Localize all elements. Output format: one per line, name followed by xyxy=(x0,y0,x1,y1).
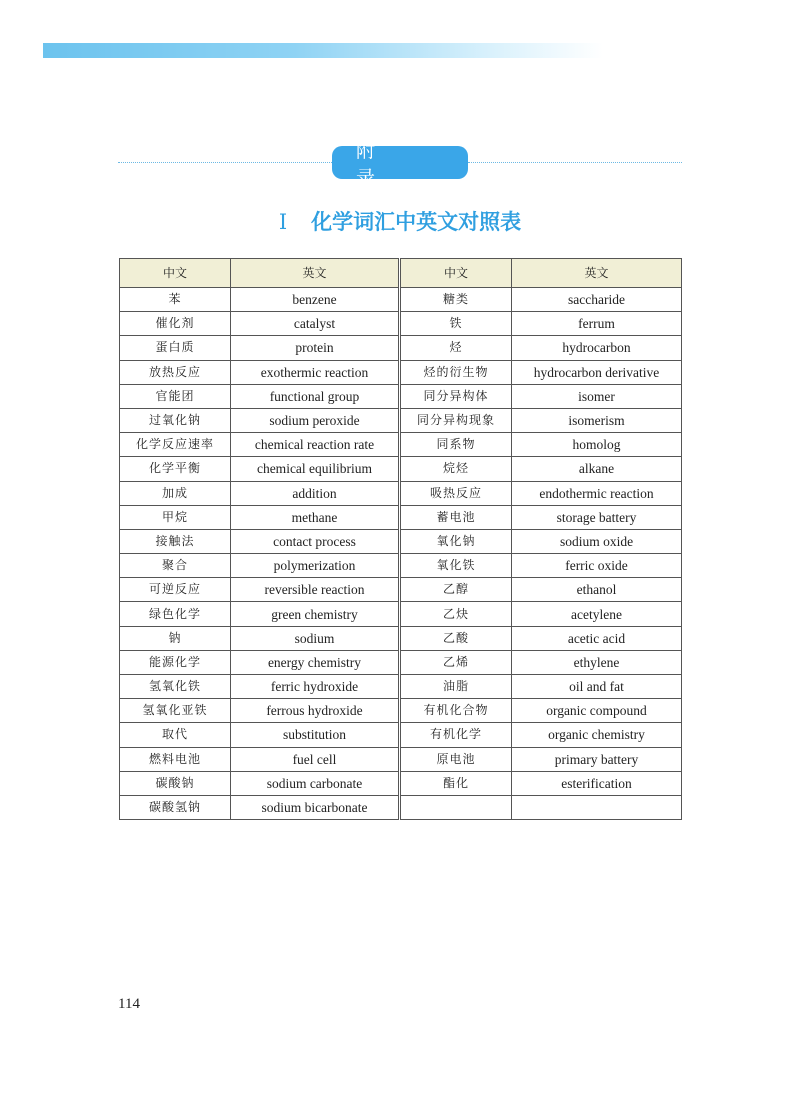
cell-english-2: saccharide xyxy=(512,288,682,312)
cell-english-2: organic chemistry xyxy=(512,723,682,747)
cell-chinese-1: 绿色化学 xyxy=(120,602,231,626)
cell-english-2: esterification xyxy=(512,771,682,795)
cell-english-2: acetylene xyxy=(512,602,682,626)
section-heading xyxy=(0,206,800,236)
header-english-1: 英文 xyxy=(231,259,400,288)
cell-english-2: hydrocarbon xyxy=(512,336,682,360)
cell-english-2: alkane xyxy=(512,457,682,481)
cell-chinese-2: 油脂 xyxy=(400,675,512,699)
table-row xyxy=(120,288,682,312)
table-row xyxy=(120,771,682,795)
cell-english-1: exothermic reaction xyxy=(231,360,400,384)
table-row xyxy=(120,529,682,553)
cell-english-2: isomerism xyxy=(512,408,682,432)
table-row xyxy=(120,699,682,723)
cell-english-1: protein xyxy=(231,336,400,360)
cell-chinese-1: 氢氧化亚铁 xyxy=(120,699,231,723)
table-row xyxy=(120,336,682,360)
cell-english-2: isomer xyxy=(512,384,682,408)
cell-english-2: primary battery xyxy=(512,747,682,771)
cell-chinese-1: 接触法 xyxy=(120,529,231,553)
vocabulary-table xyxy=(119,258,682,820)
cell-chinese-1: 苯 xyxy=(120,288,231,312)
cell-chinese-2: 烃的衍生物 xyxy=(400,360,512,384)
cell-english-2: organic compound xyxy=(512,699,682,723)
table-row xyxy=(120,505,682,529)
table-row xyxy=(120,433,682,457)
cell-english-2: sodium oxide xyxy=(512,529,682,553)
cell-chinese-1: 甲烷 xyxy=(120,505,231,529)
section-number: I xyxy=(278,210,288,234)
cell-english-2: acetic acid xyxy=(512,626,682,650)
table-row xyxy=(120,578,682,602)
table-row xyxy=(120,602,682,626)
cell-english-1: chemical equilibrium xyxy=(231,457,400,481)
cell-english-1: reversible reaction xyxy=(231,578,400,602)
table-row xyxy=(120,481,682,505)
cell-chinese-1: 蛋白质 xyxy=(120,336,231,360)
cell-chinese-2 xyxy=(400,795,512,819)
cell-chinese-2: 氧化钠 xyxy=(400,529,512,553)
cell-chinese-2: 同分异构体 xyxy=(400,384,512,408)
table-row xyxy=(120,723,682,747)
cell-chinese-2: 烃 xyxy=(400,336,512,360)
cell-chinese-2: 吸热反应 xyxy=(400,481,512,505)
table-row xyxy=(120,312,682,336)
cell-chinese-1: 过氧化钠 xyxy=(120,408,231,432)
table-row xyxy=(120,384,682,408)
cell-chinese-2: 原电池 xyxy=(400,747,512,771)
cell-english-1: sodium peroxide xyxy=(231,408,400,432)
cell-chinese-1: 氢氧化铁 xyxy=(120,675,231,699)
cell-chinese-2: 糖类 xyxy=(400,288,512,312)
cell-english-1: sodium xyxy=(231,626,400,650)
cell-chinese-1: 催化剂 xyxy=(120,312,231,336)
cell-chinese-1: 放热反应 xyxy=(120,360,231,384)
cell-chinese-2: 同系物 xyxy=(400,433,512,457)
cell-english-2: ferric oxide xyxy=(512,554,682,578)
cell-english-1: methane xyxy=(231,505,400,529)
cell-chinese-1: 聚合 xyxy=(120,554,231,578)
top-decorative-bar xyxy=(43,43,603,58)
table-row xyxy=(120,650,682,674)
cell-english-1: catalyst xyxy=(231,312,400,336)
cell-english-2: ethanol xyxy=(512,578,682,602)
cell-english-1: benzene xyxy=(231,288,400,312)
table-header-row xyxy=(120,259,682,288)
table-body xyxy=(120,288,682,820)
cell-english-1: functional group xyxy=(231,384,400,408)
table-row xyxy=(120,747,682,771)
table-row xyxy=(120,795,682,819)
cell-english-1: energy chemistry xyxy=(231,650,400,674)
table-row xyxy=(120,554,682,578)
cell-english-2: endothermic reaction xyxy=(512,481,682,505)
table-row xyxy=(120,675,682,699)
cell-chinese-1: 能源化学 xyxy=(120,650,231,674)
cell-chinese-1: 可逆反应 xyxy=(120,578,231,602)
cell-english-1: substitution xyxy=(231,723,400,747)
cell-chinese-1: 碳酸钠 xyxy=(120,771,231,795)
cell-chinese-2: 有机化合物 xyxy=(400,699,512,723)
cell-english-2: ferrum xyxy=(512,312,682,336)
table-row xyxy=(120,360,682,384)
cell-chinese-2: 蓄电池 xyxy=(400,505,512,529)
header-chinese-1: 中文 xyxy=(120,259,231,288)
cell-english-2: hydrocarbon derivative xyxy=(512,360,682,384)
table-row xyxy=(120,457,682,481)
cell-chinese-2: 乙酸 xyxy=(400,626,512,650)
section-title: 化学词汇中英文对照表 xyxy=(311,210,522,234)
table-row xyxy=(120,626,682,650)
table-row xyxy=(120,408,682,432)
page-number: 114 xyxy=(118,996,140,1012)
cell-chinese-2: 氧化铁 xyxy=(400,554,512,578)
cell-chinese-1: 官能团 xyxy=(120,384,231,408)
cell-english-2: ethylene xyxy=(512,650,682,674)
appendix-divider-right xyxy=(468,162,682,163)
cell-english-1: chemical reaction rate xyxy=(231,433,400,457)
cell-chinese-1: 化学平衡 xyxy=(120,457,231,481)
cell-chinese-2: 乙炔 xyxy=(400,602,512,626)
cell-chinese-1: 化学反应速率 xyxy=(120,433,231,457)
header-english-2: 英文 xyxy=(512,259,682,288)
cell-chinese-2: 同分异构现象 xyxy=(400,408,512,432)
appendix-divider-left xyxy=(118,162,332,163)
cell-english-1: green chemistry xyxy=(231,602,400,626)
cell-english-1: sodium carbonate xyxy=(231,771,400,795)
cell-chinese-1: 碳酸氢钠 xyxy=(120,795,231,819)
cell-english-2 xyxy=(512,795,682,819)
cell-chinese-2: 烷烃 xyxy=(400,457,512,481)
cell-english-1: ferrous hydroxide xyxy=(231,699,400,723)
cell-chinese-2: 铁 xyxy=(400,312,512,336)
cell-english-2: storage battery xyxy=(512,505,682,529)
cell-chinese-1: 加成 xyxy=(120,481,231,505)
header-chinese-2: 中文 xyxy=(400,259,512,288)
cell-english-1: fuel cell xyxy=(231,747,400,771)
cell-english-1: ferric hydroxide xyxy=(231,675,400,699)
cell-english-2: oil and fat xyxy=(512,675,682,699)
cell-english-1: polymerization xyxy=(231,554,400,578)
cell-chinese-2: 乙醇 xyxy=(400,578,512,602)
cell-chinese-1: 取代 xyxy=(120,723,231,747)
cell-english-2: homolog xyxy=(512,433,682,457)
cell-english-1: contact process xyxy=(231,529,400,553)
cell-chinese-2: 有机化学 xyxy=(400,723,512,747)
cell-english-1: addition xyxy=(231,481,400,505)
cell-chinese-1: 钠 xyxy=(120,626,231,650)
cell-chinese-2: 乙烯 xyxy=(400,650,512,674)
appendix-badge: 附 录 xyxy=(332,146,468,179)
cell-chinese-2: 酯化 xyxy=(400,771,512,795)
cell-english-1: sodium bicarbonate xyxy=(231,795,400,819)
cell-chinese-1: 燃料电池 xyxy=(120,747,231,771)
